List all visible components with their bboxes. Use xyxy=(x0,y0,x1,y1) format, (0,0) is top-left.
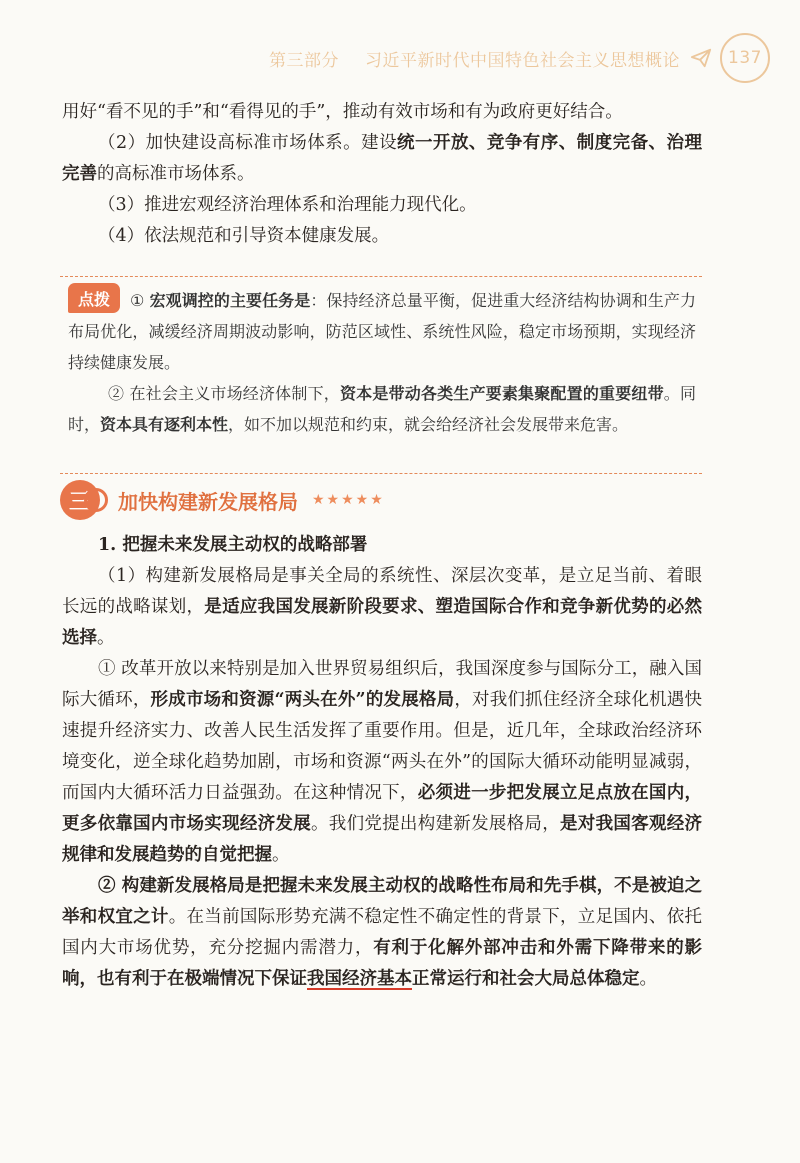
paragraph: 用好“看不见的手”和“看得见的手”，推动有效市场和有为政府更好结合。 xyxy=(62,102,623,122)
paragraph: （4）依法规范和引导资本健康发展。 xyxy=(98,226,390,246)
book-title: 习近平新时代中国特色社会主义思想概论 xyxy=(365,50,680,71)
part-label: 第三部分 xyxy=(269,50,339,71)
tip-box xyxy=(60,276,702,474)
paper-plane-icon xyxy=(690,47,712,69)
tip-badge: 点拨 xyxy=(68,283,120,313)
paragraph: （1）构建新发展格局是事关全局的系统性、深层次变革，是立足当前、着眼长远的战略谋划，是适应我国发展新阶段要求、塑造国际合作和竞争新优势的必然选择。 xyxy=(62,566,703,648)
page-number: 137 xyxy=(720,33,770,83)
subheading: 1. 把握未来发展主动权的战略部署 xyxy=(98,535,368,555)
page-header xyxy=(230,40,770,76)
section-title: 加快构建新发展格局 xyxy=(118,489,298,514)
paragraph: ① 改革开放以来特别是加入世界贸易组织后，我国深度参与国际分工，融入国际大循环，形成市场和资源“两头在外”的发展格局，对我们抓住经济全球化机遇快速提升经济实力、改善人民生活发挥了重要作用。但是，近几年，全球政治经济环境变化，逆全球化趋势加剧，市场和资源“两头在外”的国际大循环动能明显减弱，而国内大循环活力日益强劲。在这种情况下，必须进一步把发展立足点放在国内，更多依靠国内市场实现经济发展。我们党提出构建新发展格局，是对我国客观经济规律和发展趋势的自觉把握。 xyxy=(62,659,703,865)
paragraph: ② 构建新发展格局是把握未来发展主动权的战略性布局和先手棋，不是被迫之举和权宜之计。在当前国际形势充满不稳定性不确定性的背景下，立足国内、依托国内大市场优势，充分挖掘内需潜力，有利于化解外部冲击和外需下降带来的影响，也有利于在极端情况下保证我国经济基本正常运行和社会大局总体稳定。 xyxy=(62,876,703,989)
importance-stars: ★★★★★ xyxy=(312,492,385,508)
top-text xyxy=(62,97,702,252)
section-heading xyxy=(60,480,385,520)
tip-point-2: ② 在社会主义市场经济体制下，资本是带动各类生产要素集聚配置的重要纽带。同时，资本具有逐利本性，如不加以规范和约束，就会给经济社会发展带来危害。 xyxy=(68,384,696,434)
main-text xyxy=(62,530,702,995)
paragraph: （3）推进宏观经济治理体系和治理能力现代化。 xyxy=(98,195,477,215)
section-number-icon: 三 xyxy=(60,480,100,520)
tip-point-1: ① 宏观调控的主要任务是：保持经济总量平衡，促进重大经济结构协调和生产力布局优化，减缓经济周期波动影响，防范区域性、系统性风险，稳定市场预期，实现经济持续健康发展。 xyxy=(68,291,696,372)
paragraph: （2）加快建设高标准市场体系。建设统一开放、竞争有序、制度完备、治理完善的高标准市场体系。 xyxy=(62,133,702,184)
underlined-text: 我国经济基本 xyxy=(307,969,412,989)
